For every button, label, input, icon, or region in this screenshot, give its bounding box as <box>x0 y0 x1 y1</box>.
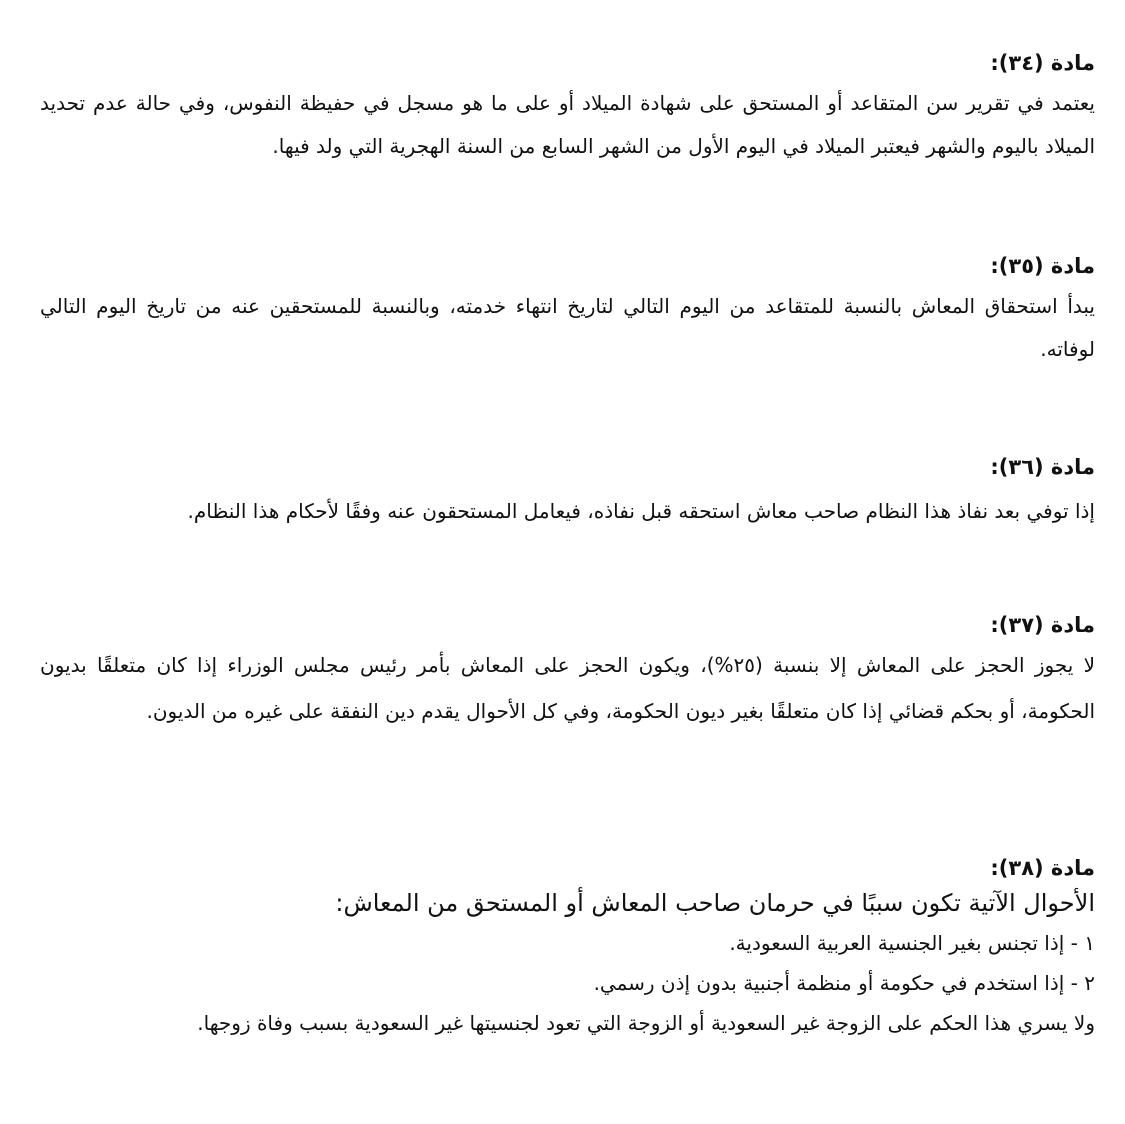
article-37 <box>40 610 1095 734</box>
article-heading: مادة (٣٤): <box>990 51 1095 75</box>
article-heading: مادة (٣٧): <box>990 613 1095 637</box>
article-38 <box>40 853 1095 1043</box>
article-list-item: ٢ - إذا استخدم في حكومة أو منظمة أجنبية بدون إذن رسمي. <box>593 971 1095 995</box>
article-paragraph: يبدأ استحقاق المعاش بالنسبة للمتقاعد من اليوم التالي لتاريخ انتهاء خدمته، وبالنسبة للمستحقين عنه من تاريخ اليوم التالي لوفاته. <box>40 294 1095 361</box>
article-intro-paragraph: الأحوال الآتية تكون سببًا في حرمان صاحب المعاش أو المستحق من المعاش: <box>335 889 1095 917</box>
article-heading: مادة (٣٨): <box>990 856 1095 880</box>
article-34 <box>40 48 1095 168</box>
article-heading: مادة (٣٦): <box>990 455 1095 479</box>
article-paragraph: ولا يسري هذا الحكم على الزوجة غير السعودية أو الزوجة التي تعود لجنسيتها غير السعودية بسبب وفاة زوجها. <box>197 1011 1095 1035</box>
article-list-item: ١ - إذا تجنس بغير الجنسية العربية السعودية. <box>729 931 1095 955</box>
article-paragraph: إذا توفي بعد نفاذ هذا النظام صاحب معاش استحقه قبل نفاذه، فيعامل المستحقون عنه وفقًا لأحكام هذا النظام. <box>187 499 1095 523</box>
article-heading: مادة (٣٥): <box>990 254 1095 278</box>
article-paragraph: يعتمد في تقرير سن المتقاعد أو المستحق على شهادة الميلاد أو على ما هو مسجل في حفيظة النفوس، وفي حالة عدم تحديد الميلاد باليوم والشهر فيعتبر الميلاد في اليوم الأول من الشهر السابع من السنة الهجرية التي ولد فيها. <box>40 91 1095 158</box>
article-36 <box>40 452 1095 533</box>
article-35 <box>40 251 1095 371</box>
article-paragraph: لا يجوز الحجز على المعاش إلا بنسبة (٢٥%)، ويكون الحجز على المعاش بأمر رئيس مجلس الوزراء إذا كان متعلقًا بديون الحكومة، أو بحكم قضائي إذا كان متعلقًا بغير ديون الحكومة، وفي كل الأحوال يقدم دين النفقة على غيره من الديون. <box>40 653 1095 723</box>
